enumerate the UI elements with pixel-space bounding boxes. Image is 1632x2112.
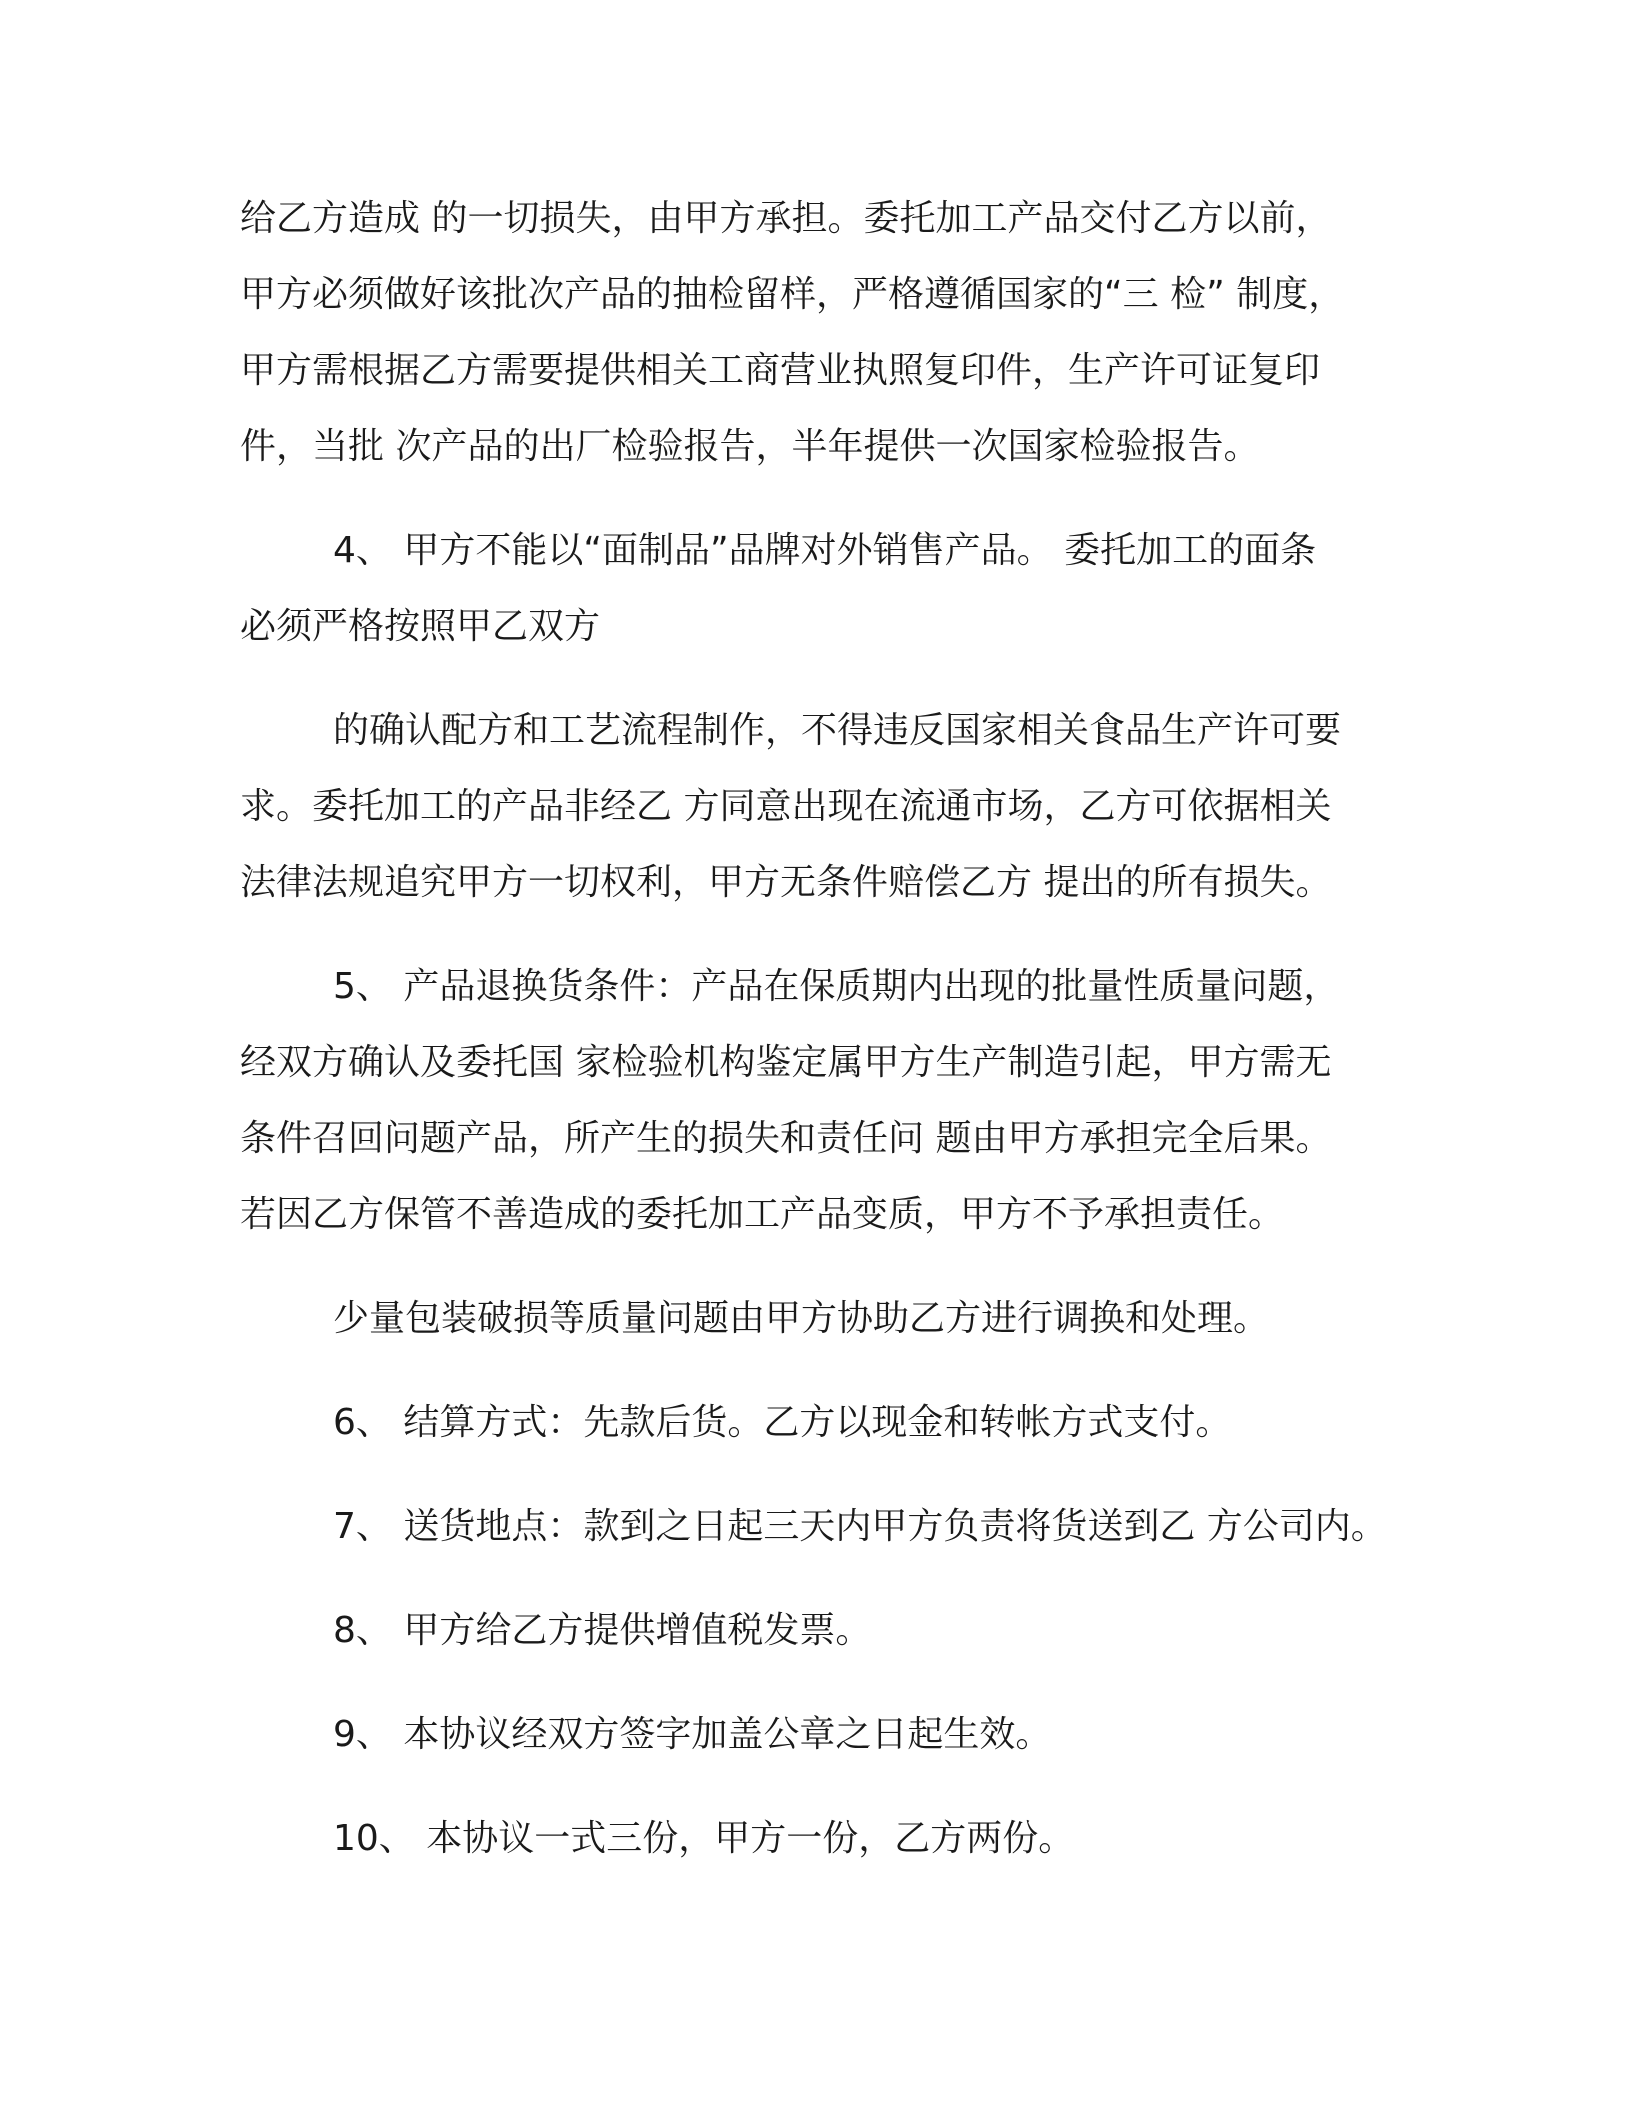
paragraph-line: 件，当批 次产品的出厂检验报告，半年提供一次国家检验报告。 — [240, 426, 1260, 467]
paragraph-line: 给乙方造成 的一切损失，由甲方承担。委托加工产品交付乙方以前， — [240, 198, 1332, 239]
paragraph-line: 甲方需根据乙方需要提供相关工商营业执照复印件，生产许可证复印 — [240, 350, 1321, 391]
clause-4-line: 必须严格按照甲乙双方 — [240, 606, 601, 647]
clause-5-line: 5、 产品退换货条件：产品在保质期内出现的批量性质量问题， — [333, 966, 1340, 1007]
clause-8: 8、 甲方给乙方提供增值税发票。 — [333, 1610, 872, 1651]
clause-7: 7、 送货地点：款到之日起三天内甲方负责将货送到乙 方公司内。 — [333, 1506, 1387, 1547]
paragraph-line: 少量包装破损等质量问题由甲方协助乙方进行调换和处理。 — [333, 1298, 1270, 1339]
clause-6: 6、 结算方式：先款后货。乙方以现金和转帐方式支付。 — [333, 1402, 1232, 1443]
paragraph-line: 甲方必须做好该批次产品的抽检留样，严格遵循国家的“三 检” 制度， — [240, 274, 1345, 315]
clause-5-line: 条件召回问题产品，所产生的损失和责任问 题由甲方承担完全后果。 — [240, 1118, 1332, 1159]
clause-5-line: 若因乙方保管不善造成的委托加工产品变质，甲方不予承担责任。 — [240, 1194, 1285, 1235]
clause-5-line: 经双方确认及委托国 家检验机构鉴定属甲方生产制造引起，甲方需无 — [240, 1042, 1332, 1083]
paragraph-line: 的确认配方和工艺流程制作，不得违反国家相关食品生产许可要 — [333, 710, 1342, 751]
paragraph-line: 求。委托加工的产品非经乙 方同意出现在流通市场，乙方可依据相关 — [240, 786, 1332, 827]
clause-9: 9、 本协议经双方签字加盖公章之日起生效。 — [333, 1714, 1052, 1755]
clause-4-line: 4、 甲方不能以“面制品”品牌对外销售产品。 委托加工的面条 — [333, 530, 1317, 571]
paragraph-line: 法律法规追究甲方一切权利，甲方无条件赔偿乙方 提出的所有损失。 — [240, 862, 1332, 903]
clause-10: 10、 本协议一式三份，甲方一份，乙方两份。 — [333, 1818, 1075, 1859]
